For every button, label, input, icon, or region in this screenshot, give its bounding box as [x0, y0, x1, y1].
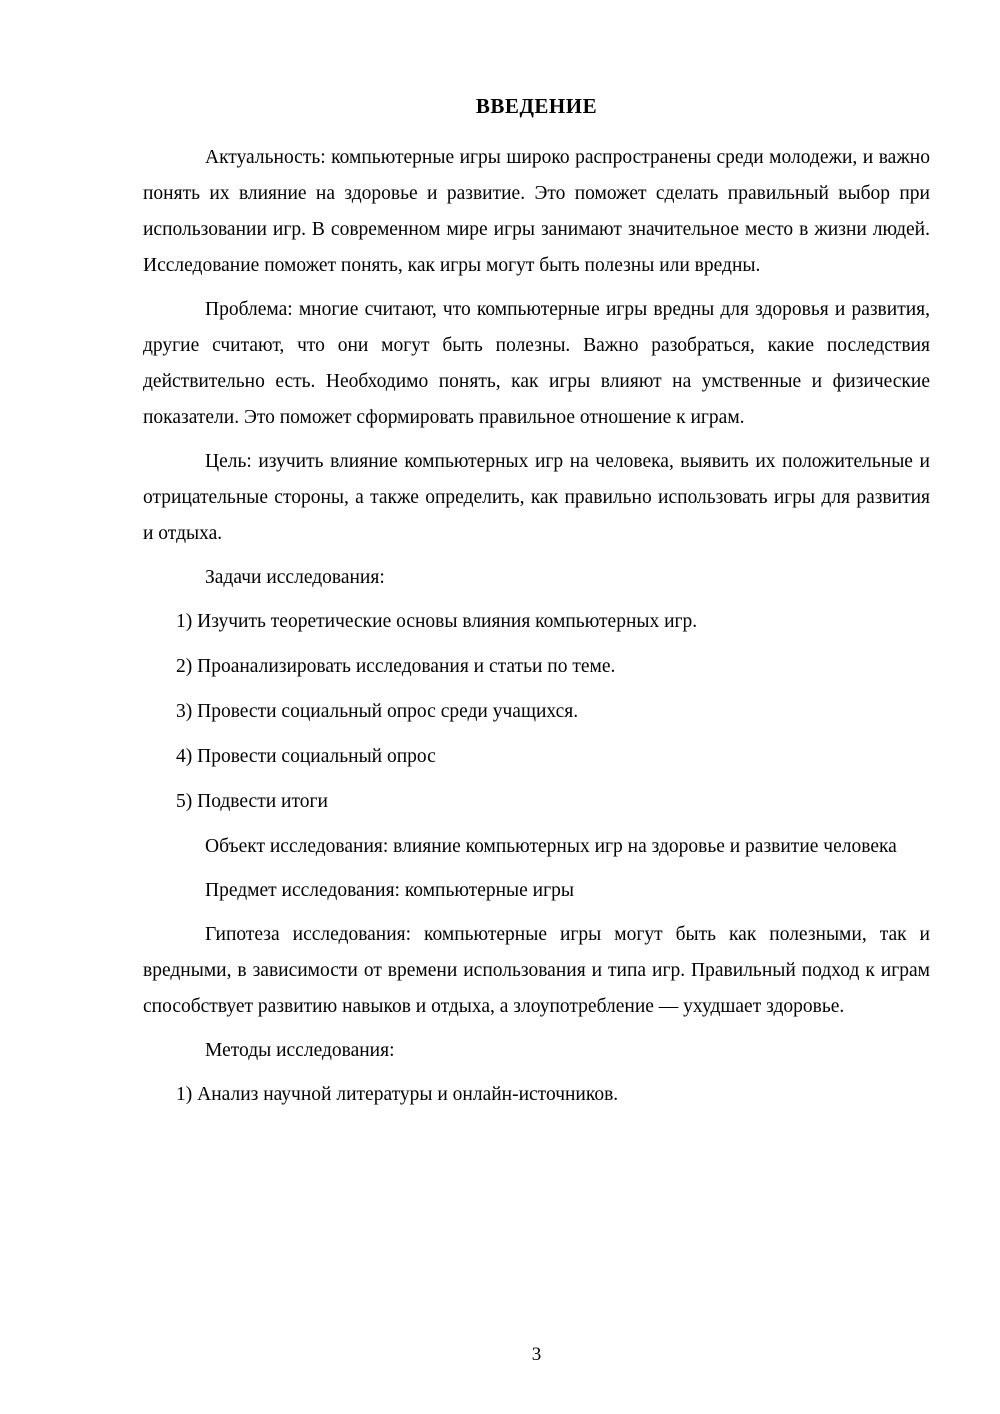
page-title: ВВЕДЕНИЕ [475, 94, 598, 118]
tasks-heading: Задачи исследования: [205, 567, 385, 588]
paragraph-goal: Цель: изучить влияние компьютерных игр на человека, выявить их положительные и отрицательные стороны, а также определить, как правильно использовать игры для развития и отдыха. [143, 451, 930, 544]
task-item: 2) Проанализировать исследования и статьи по теме. [176, 656, 616, 677]
methods-heading: Методы исследования: [205, 1040, 395, 1061]
task-item: 3) Провести социальный опрос среди учащихся. [176, 701, 579, 722]
page-number: 3 [531, 1344, 542, 1365]
task-item: 5) Подвести итоги [176, 791, 328, 812]
task-item: 1) Изучить теоретические основы влияния компьютерных игр. [176, 611, 698, 632]
paragraph-relevance: Актуальность: компьютерные игры широко распространены среди молодежи, и важно понять их влияние на здоровье и развитие. Это поможет сделать правильный выбор при использовании игр. В современном мире игры занимают значительное место в жизни людей. Исследование поможет понять, как игры могут быть полезны или вредны. [143, 147, 930, 276]
method-item: 1) Анализ научной литературы и онлайн-источников. [176, 1084, 619, 1105]
paragraph-subject: Предмет исследования: компьютерные игры [205, 880, 574, 901]
task-item: 4) Провести социальный опрос [176, 746, 436, 767]
paragraph-problem: Проблема: многие считают, что компьютерные игры вредны для здоровья и развития, другие считают, что они могут быть полезны. Важно разобраться, какие последствия действительно есть. Необходимо понять, как игры влияют на умственные и физические показатели. Это поможет сформировать правильное отношение к играм. [143, 299, 930, 428]
paragraph-object: Объект исследования: влияние компьютерных игр на здоровье и развитие человека [205, 836, 897, 857]
paragraph-hypothesis: Гипотеза исследования: компьютерные игры могут быть как полезными, так и вредными, в зависимости от времени использования и типа игр. Правильный подход к играм способствует развитию навыков и отдыха, а злоупотребление — ухудшает здоровье. [143, 924, 930, 1017]
